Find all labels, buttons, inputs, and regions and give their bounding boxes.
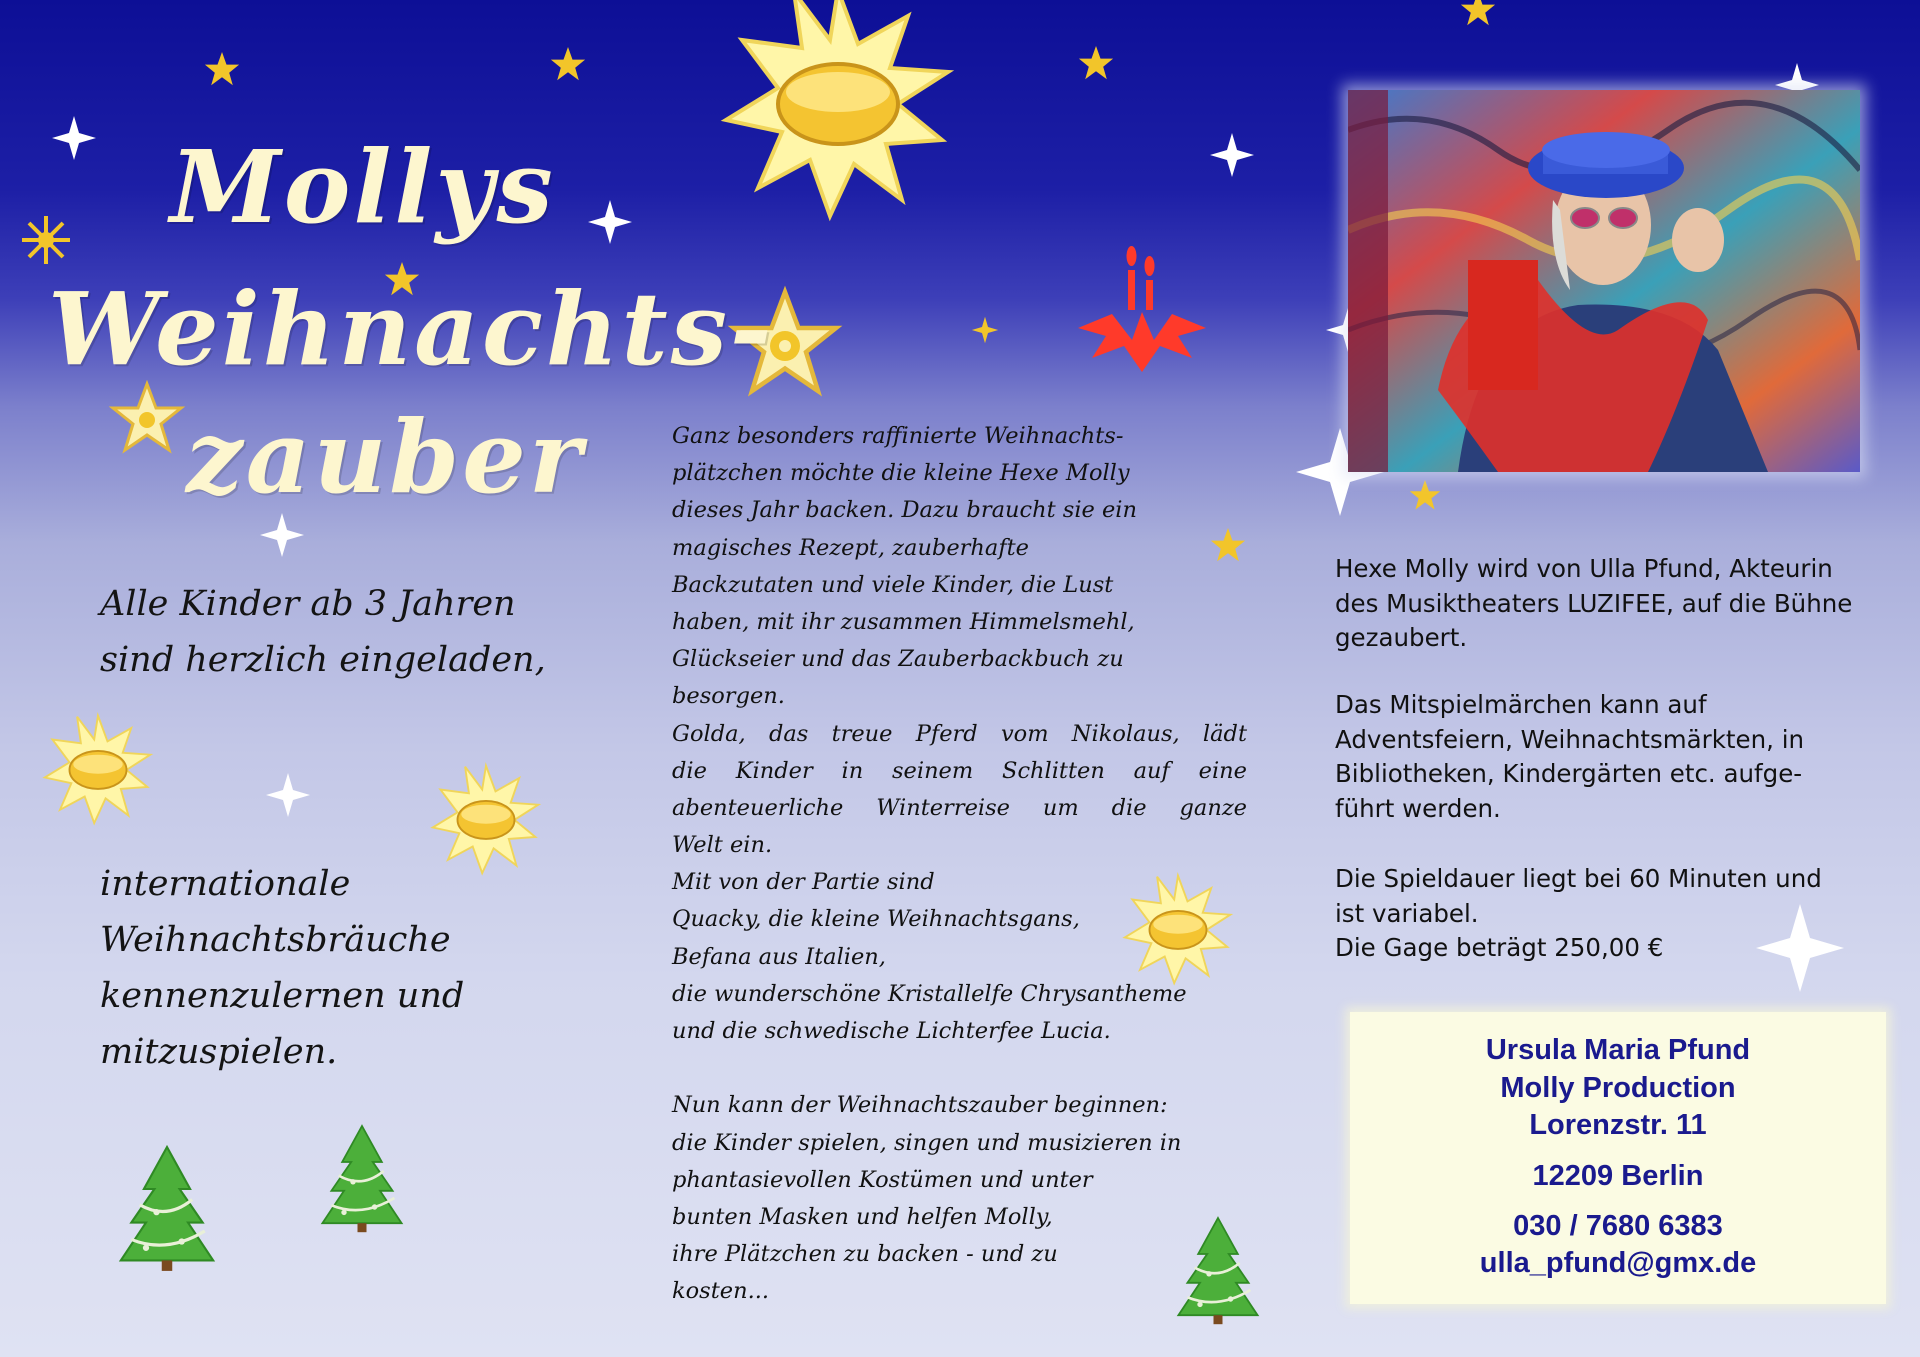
star-icon	[1210, 133, 1254, 177]
story-line: Quacky, die kleine Weihnachtsgans,	[672, 906, 1080, 933]
contact-name: Ursula Maria Pfund	[1485, 1034, 1751, 1066]
story-line: die Kinder in seinem Schlitten auf eine	[672, 757, 1247, 784]
star-icon	[260, 513, 304, 557]
info-paragraph-3	[1335, 862, 1880, 966]
star-icon	[1461, 0, 1495, 25]
info-line: Das Mitspielmärchen kann auf	[1335, 690, 1707, 719]
contact-email[interactable]: ulla_pfund@gmx.de	[1479, 1247, 1757, 1279]
paragraph-gap	[672, 1050, 1247, 1087]
story-line: Backzutaten und viele Kinder, die Lust	[672, 571, 1114, 598]
info-line: führt werden.	[1335, 793, 1501, 823]
fee-line: Die Gage beträgt 250,00 €	[1335, 933, 1664, 962]
christmas-tree-icon	[322, 1126, 401, 1232]
contact-street: Lorenzstr. 11	[1529, 1109, 1707, 1141]
activity-line: kennenzulernen und	[100, 976, 465, 1016]
candle-icon	[1078, 246, 1206, 372]
activity-line: mitzuspielen.	[100, 1032, 338, 1072]
star-icon	[205, 52, 239, 85]
story-line: haben, mit ihr zusammen Himmelsmehl,	[672, 608, 1135, 635]
hexe-molly-photo	[1348, 90, 1860, 472]
star-icon	[551, 47, 585, 80]
story-line: die Kinder spielen, singen und musizieren in	[672, 1129, 1182, 1156]
invite-line: sind herzlich eingeladen,	[100, 640, 546, 680]
story-line: Welt ein.	[672, 832, 773, 859]
story-line: Befana aus Italien,	[672, 943, 886, 970]
info-line: gezaubert.	[1335, 623, 1468, 652]
story-line: besorgen.	[672, 683, 785, 710]
story-line: abenteuerliche Winterreise um die ganze	[672, 794, 1247, 821]
cookie-icon	[113, 384, 181, 450]
story-line: phantasievollen Kostümen und unter	[672, 1166, 1093, 1193]
sun-icon	[45, 716, 150, 823]
info-line: Adventsfeiern, Weihnachtsmärkten, in	[1335, 724, 1805, 754]
story-line: bunten Masken und helfen Molly,	[672, 1203, 1053, 1230]
contact-company: Molly Production	[1500, 1072, 1736, 1104]
contact-city: 12209 Berlin	[1532, 1160, 1704, 1192]
info-line: Hexe Molly wird von Ulla Pfund, Akteurin	[1335, 554, 1833, 583]
story-line: Nun kann der Weihnachtszauber beginnen:	[672, 1092, 1168, 1119]
activity-line: Weihnachtsbräuche	[100, 920, 451, 960]
story-line: die wunderschöne Kristallelfe Chrysantheme	[672, 980, 1187, 1007]
story-line: Ganz besonders raffinierte Weihnachts-	[672, 423, 1124, 449]
story-line: magisches Rezept, zauberhafte	[672, 534, 1030, 561]
star-icon	[1410, 480, 1440, 510]
christmas-tree-icon	[121, 1147, 213, 1271]
invite-text	[100, 576, 546, 688]
activity-text	[100, 856, 464, 1080]
info-line: Bibliotheken, Kindergärten etc. aufge-	[1335, 759, 1803, 788]
star-icon	[972, 317, 998, 343]
story-line: Glückseier und das Zauberbackbuch zu	[672, 646, 1124, 673]
contact-box	[1350, 1012, 1886, 1304]
story-line: kosten...	[672, 1278, 770, 1305]
story-line: Mit von der Partie sind	[672, 869, 935, 896]
story-line: Golda, das treue Pferd vom Nikolaus, lädt	[672, 720, 1247, 747]
star-icon	[588, 200, 632, 244]
story-text	[672, 418, 1247, 1311]
star-icon	[52, 116, 96, 160]
photo-illustration	[1348, 90, 1860, 472]
story-line: und die schwedische Lichterfee Lucia.	[672, 1018, 1111, 1044]
activity-line: internationale	[100, 864, 351, 904]
info-paragraph-2	[1335, 688, 1880, 826]
invite-line: Alle Kinder ab 3 Jahren	[100, 584, 516, 624]
star-icon	[266, 773, 310, 817]
title-line-3: zauber	[186, 398, 585, 516]
info-line: Die Spieldauer liegt bei 60 Minuten und	[1335, 864, 1822, 893]
title-line-1: Mollys	[170, 128, 556, 246]
info-line: ist variabel.	[1335, 898, 1479, 928]
info-paragraph-1	[1335, 552, 1880, 656]
story-line: ihre Plätzchen zu backen - und zu	[672, 1241, 1058, 1268]
snowflake-icon	[22, 216, 70, 264]
title-line-2: Weihnachts-	[48, 270, 775, 388]
story-line: plätzchen möchte die kleine Hexe Molly	[672, 460, 1130, 487]
star-icon	[1079, 46, 1113, 79]
info-line: des Musiktheaters LUZIFEE, auf die Bühne	[1335, 588, 1853, 618]
sun-icon	[726, 0, 948, 216]
story-line: dieses Jahr backen. Dazu braucht sie ein	[672, 497, 1137, 524]
contact-phone: 030 / 7680 6383	[1513, 1210, 1723, 1242]
